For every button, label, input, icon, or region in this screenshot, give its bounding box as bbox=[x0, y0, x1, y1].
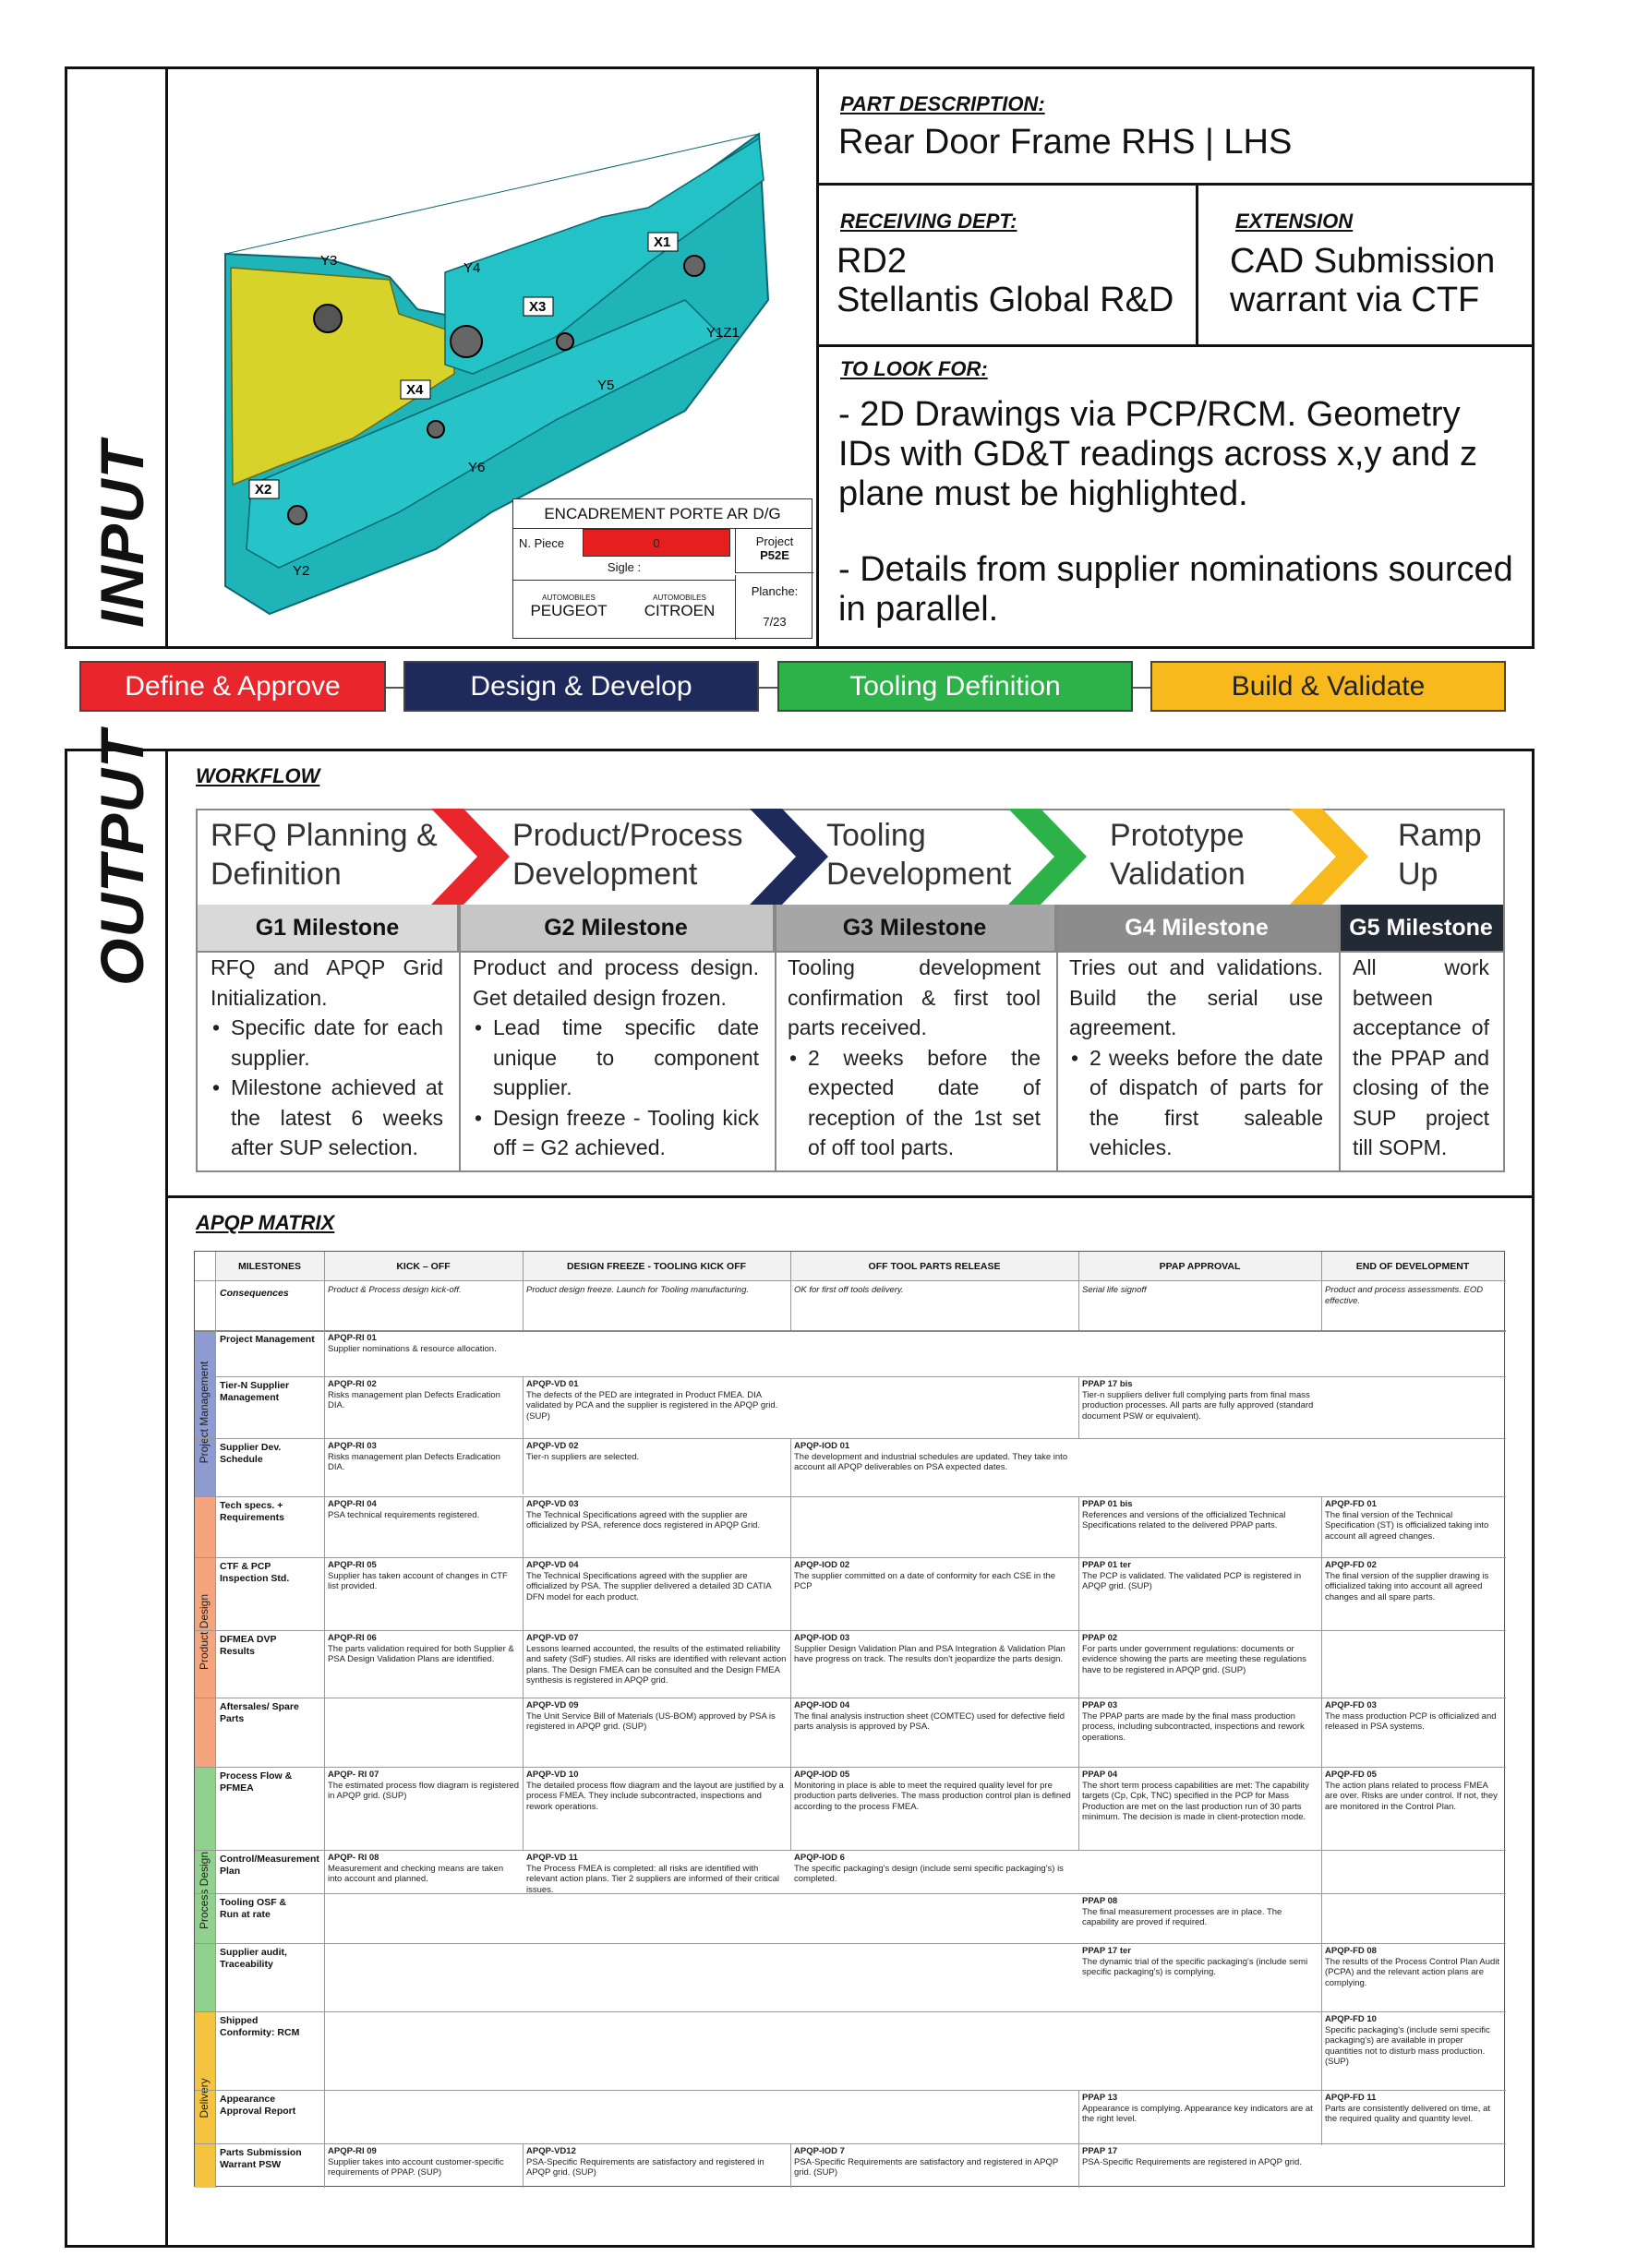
cell-r7-ppap-text: The PPAP parts are made by the final mass production process, including subcontracted, inspections and rework operations. bbox=[1082, 1710, 1305, 1743]
cell-r7-offtool bbox=[790, 1698, 1078, 1734]
g5-description bbox=[1353, 953, 1489, 1163]
apqp-matrix bbox=[194, 1251, 1505, 2187]
cell-r2-kickoff-title: APQP-RI 02 bbox=[328, 1379, 377, 1389]
cell-r6-ppap-title: PPAP 02 bbox=[1082, 1633, 1118, 1643]
point-y5: Y5 bbox=[597, 378, 615, 393]
cell-r8-ppap-title: PPAP 04 bbox=[1082, 1770, 1118, 1780]
point-x2: X2 bbox=[255, 482, 272, 498]
cell-r5-offtool bbox=[790, 1558, 1078, 1594]
row-ctf-pcp: CTF & PCP Inspection Std. bbox=[220, 1561, 290, 1584]
cell-r9-freeze-text: The Process FMEA is completed: all risks are identified with relevant action plans. Tier 2 suppliers are informed of their critical issues. bbox=[526, 1863, 780, 1895]
title-block-npiece-value: 0 bbox=[583, 529, 730, 557]
cell-r8-eod bbox=[1321, 1768, 1504, 1814]
stage-5-line2: Up bbox=[1398, 857, 1438, 892]
cell-r5-eod-text: The final version of the supplier drawing is officialized taking into account all agreed changes and all spare parts. bbox=[1325, 1570, 1489, 1602]
cell-r6-kickoff-title: APQP-RI 06 bbox=[328, 1633, 377, 1643]
cell-r9-kickoff bbox=[324, 1851, 523, 1887]
cell-r2-freeze-title: APQP-VD 01 bbox=[526, 1379, 579, 1389]
cell-r14-offtool bbox=[790, 2144, 1078, 2180]
stage-1-title bbox=[211, 816, 438, 894]
g3-bullet-1: • 2 weeks before the expected date of reception of the 1st set of off tool parts. bbox=[808, 1043, 1041, 1163]
title-block-sigle: Sigle : bbox=[513, 560, 735, 581]
stage-2-line2: Development bbox=[512, 857, 698, 892]
cell-r9-freeze-title: APQP-VD 11 bbox=[526, 1853, 578, 1863]
title-block-planche-value: 7/23 bbox=[763, 615, 787, 629]
cell-r11-eod bbox=[1321, 1944, 1504, 1990]
cell-r8-freeze-text: The detailed process flow diagram and the layout are justified by a process FMEA. They include subcontracted, inspections and rework operations. bbox=[526, 1780, 784, 1812]
title-block-title: ENCADREMENT PORTE AR D/G bbox=[513, 499, 812, 529]
cell-r3-offtool-text: The development and industrial schedules are updated. They take into account all APQP deliverables on PSA expected dates. bbox=[794, 1451, 1068, 1472]
stage-4-title bbox=[1110, 816, 1246, 894]
cell-r2-ppap-text: Tier-n suppliers deliver full complying parts from final mass production processes. All parts are fully approved (standard document PSW or equivalent). bbox=[1082, 1389, 1314, 1422]
cell-r4-eod bbox=[1321, 1497, 1504, 1543]
cell-r14-offtool-title: APQP-IOD 7 bbox=[794, 2146, 845, 2156]
look-for-point-1: - 2D Drawings via PCP/RCM. Geometry IDs with GD&T readings across x,y and z plane must be highlighted. bbox=[838, 395, 1477, 513]
cell-r5-freeze bbox=[523, 1558, 790, 1604]
cell-r5-freeze-text: The Technical Specifications agreed with the supplier are officialized by PSA. The supplier delivered a detailed 3D CATIA DFN model for each product. bbox=[526, 1570, 772, 1602]
title-block-project-value: P52E bbox=[760, 548, 789, 562]
part-description-label: PART DESCRIPTION: bbox=[840, 92, 1045, 115]
brand1: PEUGEOT bbox=[530, 602, 608, 619]
g4-bullet-1: • 2 weeks before the date of dispatch of parts for the first saleable vehicles. bbox=[1089, 1043, 1323, 1163]
cell-r4-eod-title: APQP-FD 01 bbox=[1325, 1499, 1377, 1509]
look-for-label: TO LOOK FOR: bbox=[840, 357, 988, 380]
point-y3: Y3 bbox=[320, 253, 338, 269]
cell-r8-eod-title: APQP-FD 05 bbox=[1325, 1770, 1377, 1780]
cell-r4-ppap-text: References and versions of the officialized Technical Specifications related to the delivered PPAP parts. bbox=[1082, 1509, 1286, 1530]
g4-intro: Tries out and validations. Build the serial use agreement. bbox=[1069, 955, 1323, 1039]
cell-r5-kickoff-text: Supplier has taken account of changes in CTF list provided. bbox=[328, 1570, 508, 1591]
cell-r8-kickoff bbox=[324, 1768, 523, 1804]
cell-r14-freeze bbox=[523, 2144, 790, 2180]
cell-r6-ppap bbox=[1078, 1631, 1321, 1677]
milestone-g4: G4 Milestone bbox=[1056, 905, 1339, 951]
row-appearance: Appearance Approval Report bbox=[220, 2094, 296, 2117]
hdr-offtool: OFF TOOL PARTS RELEASE bbox=[790, 1252, 1078, 1280]
group-project-management: Project Management bbox=[198, 1361, 211, 1464]
brand2-small: AUTOMOBILES bbox=[653, 594, 706, 602]
cell-r7-ppap-title: PPAP 03 bbox=[1082, 1700, 1118, 1710]
title-block-planche-label: Planche: bbox=[751, 584, 799, 598]
part-description-value: Rear Door Frame RHS | LHS bbox=[838, 123, 1293, 162]
cell-r5-ppap bbox=[1078, 1558, 1321, 1594]
cell-r4-kickoff-text: PSA technical requirements registered. bbox=[328, 1509, 480, 1520]
point-y6: Y6 bbox=[468, 460, 486, 475]
title-block-project-label: Project bbox=[755, 534, 794, 548]
brand1-small: AUTOMOBILES bbox=[542, 594, 596, 602]
point-x3: X3 bbox=[529, 299, 547, 315]
cell-r12-eod-title: APQP-FD 10 bbox=[1325, 2014, 1377, 2024]
milestone-g2: G2 Milestone bbox=[459, 905, 775, 951]
phase-tooling-definition: Tooling Definition bbox=[777, 661, 1133, 712]
cell-r13-eod-text: Parts are consistently delivered on time, at the required quality and quantity level. bbox=[1325, 2103, 1491, 2124]
row-tech-specs: Tech specs. + Requirements bbox=[220, 1500, 285, 1523]
cell-r12-eod bbox=[1321, 2012, 1504, 2070]
consequence-offtool: OK for first off tools delivery. bbox=[794, 1285, 904, 1295]
cell-r6-freeze-title: APQP-VD 07 bbox=[526, 1633, 579, 1643]
row-aftersales: Aftersales/ Spare Parts bbox=[220, 1701, 299, 1724]
cell-r7-eod-title: APQP-FD 03 bbox=[1325, 1700, 1377, 1710]
hdr-eod: END OF DEVELOPMENT bbox=[1321, 1252, 1504, 1280]
cell-r4-eod-text: The final version of the Technical Specification (ST) is officialized taking into account all agreed changes. bbox=[1325, 1509, 1489, 1542]
g3-intro: Tooling development confirmation & first tool parts received. bbox=[788, 955, 1041, 1039]
group-product-design: Product Design bbox=[198, 1593, 211, 1671]
cell-r7-offtool-title: APQP-IOD 04 bbox=[794, 1700, 850, 1710]
phase-build-validate: Build & Validate bbox=[1150, 661, 1506, 712]
cell-r14-ppap-text: PSA-Specific Requirements are registered in APQP grid. bbox=[1082, 2156, 1302, 2167]
cell-r6-freeze bbox=[523, 1631, 790, 1688]
point-x1: X1 bbox=[654, 234, 671, 250]
output-label: OUTPUT bbox=[88, 729, 156, 986]
point-y4: Y4 bbox=[463, 260, 481, 276]
cell-r11-eod-title: APQP-FD 08 bbox=[1325, 1946, 1377, 1956]
g2-description bbox=[473, 953, 759, 1163]
stage-4-line2: Validation bbox=[1110, 857, 1246, 892]
look-for-point-2: - Details from supplier nominations sourced in parallel. bbox=[838, 550, 1513, 629]
cell-r11-ppap-text: The dynamic trial of the specific packaging's (include semi specific packaging's) is complying. bbox=[1082, 1956, 1308, 1977]
cell-r13-eod-title: APQP-FD 11 bbox=[1325, 2093, 1377, 2103]
cell-r1-kickoff-text: Supplier nominations & resource allocation. bbox=[328, 1343, 497, 1354]
cell-r4-ppap bbox=[1078, 1497, 1321, 1533]
g5-intro: All work between acceptance of the PPAP and closing of the SUP project till SOPM. bbox=[1353, 955, 1489, 1159]
hdr-ppap: PPAP APPROVAL bbox=[1078, 1252, 1321, 1280]
cell-r14-kickoff bbox=[324, 2144, 523, 2180]
cell-r1-kickoff bbox=[324, 1331, 523, 1356]
receiving-dept-line1: RD2 bbox=[837, 242, 908, 281]
cell-r5-kickoff bbox=[324, 1558, 523, 1594]
cell-r14-ppap-title: PPAP 17 bbox=[1082, 2146, 1118, 2156]
cell-r8-ppap-text: The short term process capabilities are met: The capability targets (Cp, Cpk, TNC) specified in the PCP for Mass Production are met on the last production run of 30 parts minimum. The decision is made in client-protection mode. bbox=[1082, 1780, 1309, 1822]
cell-r9-offtool-text: The specific packaging's design (include semi specific packaging's) is completed. bbox=[794, 1863, 1064, 1884]
phase-design-develop: Design & Develop bbox=[403, 661, 759, 712]
cell-r13-ppap-title: PPAP 13 bbox=[1082, 2093, 1118, 2103]
cell-r6-ppap-text: For parts under government regulations: documents or evidence showing the parts are meeting these regulations have to be registered in APQP grid. (SUP) bbox=[1082, 1643, 1306, 1675]
cell-r1-kickoff-title: APQP-RI 01 bbox=[328, 1333, 377, 1343]
extension-line2: warrant via CTF bbox=[1230, 281, 1480, 319]
input-label: INPUT bbox=[88, 440, 156, 628]
cell-r14-freeze-title: APQP-VD12 bbox=[526, 2146, 576, 2156]
cell-r7-freeze bbox=[523, 1698, 790, 1734]
cell-r8-eod-text: The action plans related to process FMEA are over. Risks are under control. If not, they are monitored in the Control Plan. bbox=[1325, 1780, 1498, 1812]
cell-r8-offtool-title: APQP-IOD 05 bbox=[794, 1770, 850, 1780]
phase-define-approve: Define & Approve bbox=[79, 661, 386, 712]
cell-r7-eod-text: The mass production PCP is officialized and released in PSA systems. bbox=[1325, 1710, 1497, 1732]
stage-4-line1: Prototype bbox=[1110, 818, 1245, 853]
cell-r8-offtool-text: Monitoring in place is able to meet the required quality level for pre production parts deliveries. The mass production control plan is defined according to the process FMEA. bbox=[794, 1780, 1071, 1812]
cell-r3-kickoff-title: APQP-RI 03 bbox=[328, 1441, 377, 1451]
stage-5-title bbox=[1398, 816, 1482, 894]
stage-2-line1: Product/Process bbox=[512, 818, 743, 853]
point-y2: Y2 bbox=[293, 563, 310, 579]
cell-r9-freeze bbox=[523, 1851, 790, 1897]
g4-description bbox=[1069, 953, 1323, 1163]
cell-r10-ppap-text: The final measurement processes are in place. The capability are proved if required. bbox=[1082, 1906, 1282, 1927]
cell-r6-kickoff-text: The parts validation required for both Supplier & PSA Design Validation Plans are identified. bbox=[328, 1643, 514, 1664]
cell-r8-offtool bbox=[790, 1768, 1078, 1814]
cell-r3-freeze-text: Tier-n suppliers are selected. bbox=[526, 1451, 640, 1462]
g1-bullet-1: • Specific date for each supplier. bbox=[231, 1013, 443, 1073]
cell-r5-eod bbox=[1321, 1558, 1504, 1604]
cell-r9-offtool bbox=[790, 1851, 1078, 1887]
workflow-label: WORKFLOW bbox=[196, 764, 320, 787]
cell-r14-kickoff-title: APQP-RI 09 bbox=[328, 2146, 377, 2156]
cell-r14-kickoff-text: Supplier takes into account customer-specific requirements of PPAP. (SUP) bbox=[328, 2156, 504, 2178]
drawing-title-block bbox=[512, 498, 812, 639]
cell-r8-kickoff-text: The estimated process flow diagram is registered in APQP grid. (SUP) bbox=[328, 1780, 519, 1801]
cell-r5-ppap-title: PPAP 01 ter bbox=[1082, 1560, 1131, 1570]
hdr-kickoff: KICK – OFF bbox=[324, 1252, 523, 1280]
consequence-freeze: Product design freeze. Launch for Tooling manufacturing. bbox=[526, 1285, 749, 1295]
cell-r13-ppap bbox=[1078, 2091, 1321, 2127]
g2-bullet-2: • Design freeze - Tooling kick off = G2 achieved. bbox=[493, 1103, 759, 1163]
cell-r6-offtool bbox=[790, 1631, 1078, 1667]
cell-r12-eod-text: Specific packaging's (include semi specific packaging's) are available in proper quantities not to disturb mass production. (SUP) bbox=[1325, 2024, 1490, 2067]
cell-r7-ppap bbox=[1078, 1698, 1321, 1745]
g3-description bbox=[788, 953, 1041, 1163]
stage-1-line1: RFQ Planning & bbox=[211, 818, 438, 853]
cell-r2-freeze bbox=[523, 1377, 790, 1423]
group-delivery: Delivery bbox=[198, 2078, 211, 2118]
point-x4: X4 bbox=[406, 382, 424, 398]
stage-5-line1: Ramp bbox=[1398, 818, 1482, 853]
cell-r3-offtool bbox=[790, 1439, 1078, 1475]
cell-r13-ppap-text: Appearance is complying. Appearance key indicators are at the right level. bbox=[1082, 2103, 1313, 2124]
hdr-milestones: MILESTONES bbox=[215, 1252, 324, 1280]
cell-r14-freeze-text: PSA-Specific Requirements are satisfactory and registered in APQP grid. (SUP) bbox=[526, 2156, 764, 2178]
receiving-dept-label: RECEIVING DEPT: bbox=[840, 210, 1017, 233]
cell-r3-kickoff bbox=[324, 1439, 523, 1475]
cell-r4-kickoff-title: APQP-RI 04 bbox=[328, 1499, 377, 1509]
cell-r14-offtool-text: PSA-Specific Requirements are satisfactory and registered in APQP grid. (SUP) bbox=[794, 2156, 1059, 2178]
cell-r5-ppap-text: The PCP is validated. The validated PCP is registered in APQP grid. (SUP) bbox=[1082, 1570, 1302, 1591]
title-block-npiece-label: N. Piece bbox=[519, 536, 565, 550]
cell-r7-freeze-title: APQP-VD 09 bbox=[526, 1700, 579, 1710]
cell-r4-freeze bbox=[523, 1497, 790, 1533]
consequence-eod: Product and process assessments. EOD effective. bbox=[1325, 1285, 1484, 1306]
cell-r5-freeze-title: APQP-VD 04 bbox=[526, 1560, 579, 1570]
stage-3-line1: Tooling bbox=[826, 818, 926, 853]
stage-3-line2: Development bbox=[826, 857, 1012, 892]
cell-r14-ppap bbox=[1078, 2144, 1321, 2169]
cell-r3-freeze-title: APQP-VD 02 bbox=[526, 1441, 579, 1451]
cell-r10-ppap bbox=[1078, 1894, 1321, 1930]
cell-r9-offtool-title: APQP-IOD 6 bbox=[794, 1853, 845, 1863]
cell-r11-ppap bbox=[1078, 1944, 1321, 1980]
cell-r7-freeze-text: The Unit Service Bill of Materials (US-BOM) approved by PSA is registered in APQP grid. (SUP) bbox=[526, 1710, 776, 1732]
row-tier-n-supplier: Tier-N Supplier Management bbox=[220, 1380, 290, 1403]
cell-r5-offtool-title: APQP-IOD 02 bbox=[794, 1560, 850, 1570]
cell-r2-kickoff-text: Risks management plan Defects Eradication DIA. bbox=[328, 1389, 500, 1410]
cell-r6-offtool-title: APQP-IOD 03 bbox=[794, 1633, 850, 1643]
hdr-freeze: DESIGN FREEZE - TOOLING KICK OFF bbox=[523, 1252, 790, 1280]
cell-r4-ppap-title: PPAP 01 bis bbox=[1082, 1499, 1133, 1509]
cell-r7-offtool-text: The final analysis instruction sheet (COMTEC) used for defective field parts analysis is approved by PSA. bbox=[794, 1710, 1065, 1732]
cell-r8-kickoff-title: APQP- RI 07 bbox=[328, 1770, 379, 1780]
cell-r8-freeze-title: APQP-VD 10 bbox=[526, 1770, 579, 1780]
cell-r2-ppap bbox=[1078, 1377, 1321, 1423]
consequence-ppap: Serial life signoff bbox=[1082, 1285, 1147, 1295]
g1-bullet-2: • Milestone achieved at the latest 6 weeks after SUP selection. bbox=[231, 1073, 443, 1163]
consequence-kickoff: Product & Process design kick-off. bbox=[328, 1285, 462, 1295]
g2-intro: Product and process design. Get detailed design frozen. bbox=[473, 955, 759, 1010]
row-shipped-conformity: Shipped Conformity: RCM bbox=[220, 2015, 300, 2038]
milestone-g1: G1 Milestone bbox=[198, 905, 459, 951]
stage-2-title bbox=[512, 816, 742, 894]
cell-r5-kickoff-title: APQP-RI 05 bbox=[328, 1560, 377, 1570]
row-tooling-osf: Tooling OSF & Run at rate bbox=[220, 1897, 287, 1920]
cell-r2-freeze-text: The defects of the PED are integrated in Product FMEA. DIA validated by PCA and the supplier is registered in the APQP grid. (SUP) bbox=[526, 1389, 778, 1422]
cell-r6-offtool-text: Supplier Design Validation Plan and PSA Integration & Validation Plan have progress on track. The results don't jeopardize the parts design. bbox=[794, 1643, 1065, 1664]
cell-r11-eod-text: The results of the Process Control Plan Audit (PCPA) and the relevant action plans are complying. bbox=[1325, 1956, 1500, 1988]
row-psw: Parts Submission Warrant PSW bbox=[220, 2147, 302, 2170]
row-supplier-dev-schedule: Supplier Dev. Schedule bbox=[220, 1442, 282, 1465]
cell-r4-freeze-title: APQP-VD 03 bbox=[526, 1499, 579, 1509]
cell-r6-freeze-text: Lessons learned accounted, the results of the estimated reliability and safety (SdF) studies. All risks are identified with relevant action plans. The Design FMEA can be consulted and the Design FMEA synthesis is registered in APQP grid. bbox=[526, 1643, 787, 1686]
row-control-plan: Control/Measurement Plan bbox=[220, 1854, 319, 1877]
cell-r8-freeze bbox=[523, 1768, 790, 1814]
extension-line1: CAD Submission bbox=[1230, 242, 1496, 281]
cell-r9-kickoff-text: Measurement and checking means are taken into account and planned. bbox=[328, 1863, 504, 1884]
row-project-management: Project Management bbox=[220, 1334, 315, 1345]
point-y1z1: Y1Z1 bbox=[706, 325, 740, 341]
cell-r7-eod bbox=[1321, 1698, 1504, 1734]
row-supplier-audit: Supplier audit, Traceability bbox=[220, 1947, 287, 1970]
receiving-dept-line2: Stellantis Global R&D bbox=[837, 281, 1174, 319]
row-process-flow: Process Flow & PFMEA bbox=[220, 1770, 293, 1794]
cell-r3-offtool-title: APQP-IOD 01 bbox=[794, 1441, 850, 1451]
cell-r11-ppap-title: PPAP 17 ter bbox=[1082, 1946, 1131, 1956]
cell-r2-kickoff bbox=[324, 1377, 523, 1413]
extension-label: EXTENSION bbox=[1235, 210, 1354, 233]
milestone-g3: G3 Milestone bbox=[775, 905, 1056, 951]
stage-3-title bbox=[826, 816, 1011, 894]
row-dfmea-dvp: DFMEA DVP Results bbox=[220, 1634, 277, 1657]
cell-r4-freeze-text: The Technical Specifications agreed with the supplier are officialized by PSA, reference docs registered in APQP Grid. bbox=[526, 1509, 761, 1530]
cell-r5-offtool-text: The supplier committed on a date of conformity for each CSE in the PCP bbox=[794, 1570, 1056, 1591]
cell-r4-kickoff bbox=[324, 1497, 523, 1522]
apqp-label: APQP MATRIX bbox=[196, 1211, 335, 1234]
cell-r2-ppap-title: PPAP 17 bis bbox=[1082, 1379, 1133, 1389]
cell-r10-ppap-title: PPAP 08 bbox=[1082, 1896, 1118, 1906]
group-process-design: Process Design bbox=[198, 1851, 211, 1930]
consequences-label: Consequences bbox=[220, 1288, 289, 1299]
g1-description bbox=[211, 953, 443, 1163]
cell-r9-kickoff-title: APQP- RI 08 bbox=[328, 1853, 379, 1863]
g2-bullet-1: • Lead time specific date unique to component supplier. bbox=[493, 1013, 759, 1103]
cell-r8-ppap bbox=[1078, 1768, 1321, 1825]
brand2: CITROEN bbox=[644, 602, 716, 619]
cell-r3-kickoff-text: Risks management plan Defects Eradication DIA. bbox=[328, 1451, 500, 1472]
cell-r13-eod bbox=[1321, 2091, 1504, 2127]
g1-intro: RFQ and APQP Grid Initialization. bbox=[211, 955, 443, 1010]
cell-r5-eod-title: APQP-FD 02 bbox=[1325, 1560, 1377, 1570]
milestone-g5: G5 Milestone bbox=[1339, 905, 1503, 951]
cell-r3-freeze bbox=[523, 1439, 790, 1464]
cell-r6-kickoff bbox=[324, 1631, 523, 1667]
stage-1-line2: Definition bbox=[211, 857, 342, 892]
